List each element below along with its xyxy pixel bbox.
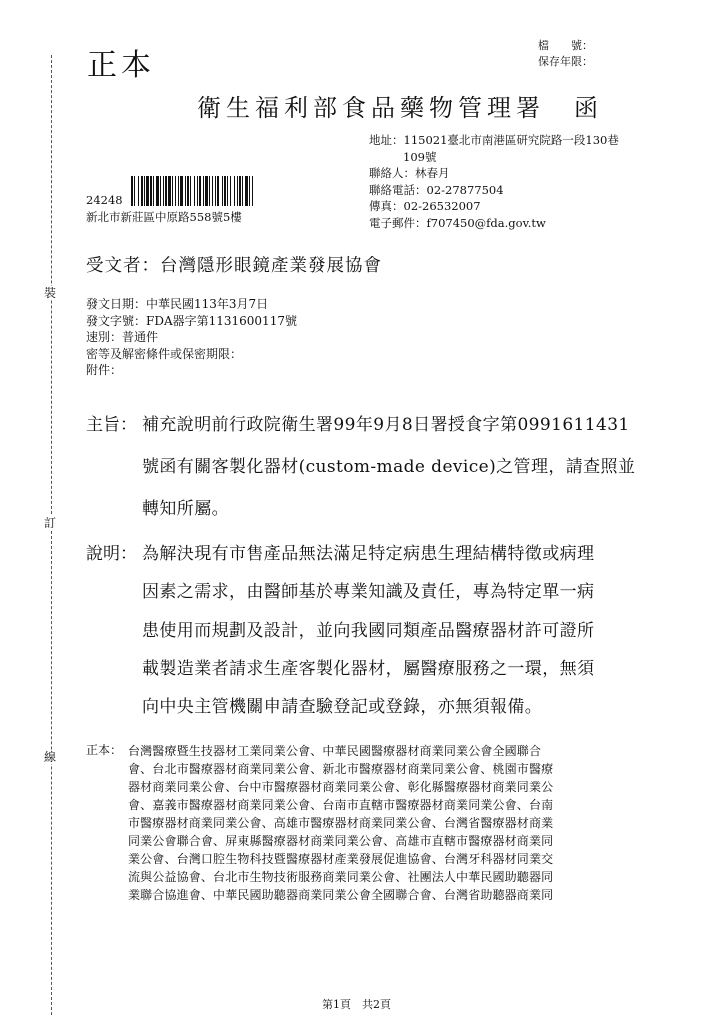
subject-label: 主旨：: [86, 415, 137, 435]
subject-line: 號函有關客製化器材(custom-made device)之管理，請查照並: [142, 457, 636, 477]
explanation-line: 患使用而規劃及設計，並向我國同類產品醫療器材許可證所: [142, 621, 595, 641]
recipient: 受文者：台灣隱形眼鏡產業發展協會: [86, 256, 382, 276]
address-line-2: 109號: [403, 149, 437, 164]
contact-person: 聯絡人：林春月: [369, 166, 450, 180]
cc-line: 會、台北市醫療器材商業同業公會、新北市醫療器材商業同業公會、桃園市醫療: [128, 762, 554, 776]
dispatch-number: 發文字號：FDA器字第1131600117號: [86, 313, 297, 328]
agency-title: 衛生福利部食品藥物管理署 函: [197, 94, 603, 122]
attachment: 附件：: [86, 363, 123, 377]
contact-email: 電子郵件：f707450@fda.gov.tw: [369, 215, 546, 230]
binding-char-ding: 訂: [44, 516, 57, 530]
delivery-speed: 速別：普通件: [86, 330, 159, 344]
barcode-stripe: [253, 176, 254, 206]
retention-label: 保存年限：: [538, 55, 593, 68]
cc-line: 流與公益協會、台北市生物技術服務商業同業公會、社團法人中華民國助聽器同: [128, 870, 554, 884]
subject-line: 補充說明前行政院衛生署99年9月8日署授食字第0991611431: [142, 415, 630, 435]
cc-line: 台灣醫療暨生技器材工業同業公會、中華民國醫療器材商業同業公會全國聯合: [128, 744, 542, 758]
page-number: 第1頁 共2頁: [322, 998, 391, 1011]
postal-code: 24248: [86, 193, 123, 207]
address-line-1: 115021臺北市南港區研究院路一段130巷: [403, 133, 619, 147]
file-number-label: 檔 號：: [538, 39, 593, 52]
explanation-line: 因素之需求，由醫師基於專業知識及責任，專為特定單一病: [142, 582, 595, 602]
subject-line: 轉知所屬。: [142, 499, 229, 519]
explanation-label: 說明：: [86, 544, 137, 564]
postal-barcode: [131, 176, 364, 206]
contact-phone: 聯絡電話：02-27877504: [369, 182, 504, 197]
cc-line: 業公會、台灣口腔生物科技暨醫療器材產業發展促進協會、台灣牙科器材同業交: [128, 852, 554, 866]
cc-line: 同業公會聯合會、屏東縣醫療器材商業同業公會、高雄市直轄市醫療器材商業同: [128, 834, 554, 848]
explanation-line: 為解決現有市售產品無法滿足特定病患生理結構特徵或病理: [142, 544, 595, 564]
sender-contact-block: [369, 132, 619, 231]
recipient-address: 新北市新莊區中原路558號5樓: [86, 210, 242, 224]
address-label: 地址：: [369, 133, 404, 147]
cc-line: 器材商業同業公會、台中市醫療器材商業同業公會、彰化縣醫療器材商業同業公: [128, 780, 554, 794]
explanation-line: 載製造業者請求生產客製化器材，屬醫療服務之一環，無須: [142, 659, 595, 679]
cc-line: 市醫療器材商業同業公會、高雄市醫療器材商業同業公會、台灣省醫療器材商業: [128, 816, 554, 830]
original-copy-stamp: 正本: [87, 48, 155, 83]
dispatch-date: 發文日期：中華民國113年3月7日: [86, 297, 269, 311]
cc-line: 業聯合協進會、中華民國助聽器商業同業公會全國聯合會、台灣省助聽器商業同: [128, 888, 554, 902]
binding-char-xian: 線: [44, 750, 57, 764]
binding-char-zhuang: 裝: [44, 286, 57, 300]
security-level: 密等及解密條件或保密期限：: [86, 346, 243, 361]
document-meta: [538, 38, 593, 70]
cc-line: 會、嘉義市醫療器材商業同業公會、台南市直轄市醫療器材商業同業公會、台南: [128, 798, 554, 812]
binding-line: [51, 55, 52, 1015]
dispatch-meta: [86, 296, 297, 379]
contact-fax: 傳真：02-26532007: [369, 199, 481, 213]
explanation-line: 向中央主管機關申請查驗登記或登錄，亦無須報備。: [142, 697, 543, 717]
cc-label: 正本：: [86, 743, 123, 757]
